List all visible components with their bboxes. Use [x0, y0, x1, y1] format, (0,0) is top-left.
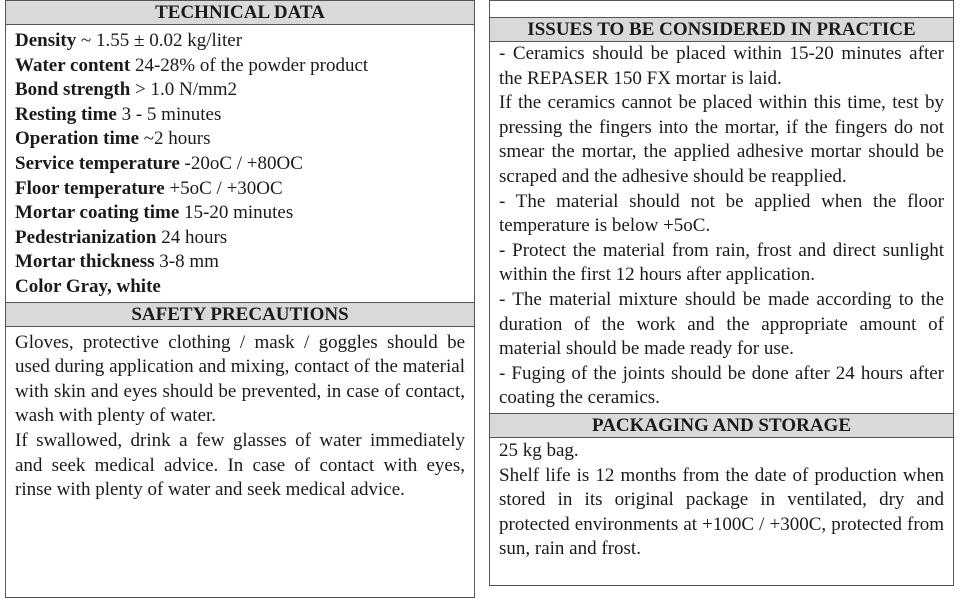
row-label: Density — [15, 30, 77, 51]
packaging-paragraph: Shelf life is 12 months from the date of production when stored in its original package in ventilated, dry and protected environments at +100C / +300C, protected from sun, rain and frost. — [499, 464, 944, 560]
row-value: 15-20 minutes — [179, 202, 294, 224]
issues-paragraph: - The material mixture should be made according to the duration of the work and the appropriate amount of material should be made ready for use. — [499, 288, 944, 360]
packaging-text — [490, 438, 953, 564]
technical-row — [15, 177, 465, 202]
technical-row — [15, 78, 465, 103]
row-value: 24 hours — [156, 226, 228, 248]
safety-precautions-text — [6, 327, 474, 505]
issues-paragraph: - Ceramics should be placed within 15-20 minutes after the REPASER 150 FX mortar is laid. — [499, 43, 944, 89]
row-label: Floor temperature — [15, 177, 165, 199]
safety-paragraph: If swallowed, drink a few glasses of water immediately and seek medical advice. In case of contact with eyes, rinse with plenty of water and seek medical advice. — [15, 429, 465, 501]
issues-paragraph: - Protect the material from rain, frost and direct sunlight within the first 12 hours after application. — [499, 239, 944, 286]
row-value: ~2 hours — [139, 128, 211, 150]
issues-text — [490, 42, 953, 413]
technical-row — [15, 103, 465, 128]
issues-paragraph: - The material should not be applied when the floor temperature is below +5oC. — [499, 190, 944, 237]
technical-row — [15, 29, 465, 54]
issues-paragraph: If the ceramics cannot be placed within this time, test by pressing the fingers into the mortar, if the fingers do not smear the mortar, the applied adhesive mortar should be scraped and the adhesive should be reapplied. — [499, 92, 944, 187]
technical-row — [15, 54, 465, 79]
row-label: Mortar coating time — [15, 202, 180, 224]
technical-data-list — [6, 25, 474, 302]
row-label: Mortar thickness — [15, 251, 155, 273]
technical-row — [15, 250, 465, 275]
row-label: Bond strength — [15, 79, 131, 101]
row-label: Operation time — [15, 128, 140, 150]
row-value: +5oC / +30OC — [164, 177, 283, 199]
right-column — [489, 0, 954, 586]
row-label: Water content — [15, 54, 131, 76]
row-value: 24-28% of the powder product — [130, 54, 369, 76]
row-value: ~ 1.55 ± 0.02 kg/liter — [76, 30, 243, 51]
row-value: -20oC / +80OC — [179, 152, 303, 174]
technical-row — [15, 226, 465, 251]
safety-paragraph: Gloves, protective clothing / mask / goggles should be used during application and mixing, contact of the material with skin and eyes should be prevented, in case of contact, wash with plenty of water. — [15, 331, 465, 427]
left-column — [5, 0, 475, 598]
technical-row — [15, 152, 465, 177]
issues-paragraph: - Fuging of the joints should be done after 24 hours after coating the ceramics. — [499, 362, 944, 409]
technical-row — [15, 275, 465, 300]
technical-row — [15, 127, 465, 152]
packaging-paragraph: 25 kg bag. — [499, 439, 579, 461]
technical-data-header: TECHNICAL DATA — [6, 1, 474, 25]
technical-row — [15, 201, 465, 226]
row-label: Pedestrianization — [15, 226, 157, 248]
row-value: 3 - 5 minutes — [116, 103, 222, 125]
safety-precautions-header: SAFETY PRECAUTIONS — [6, 302, 474, 327]
issues-header: ISSUES TO BE CONSIDERED IN PRACTICE — [490, 17, 953, 42]
row-label: Resting time — [15, 103, 117, 125]
row-value: > 1.0 N/mm2 — [130, 79, 238, 101]
row-value: 3-8 mm — [154, 251, 219, 273]
row-label: Color Gray, white — [15, 275, 161, 297]
packaging-header: PACKAGING AND STORAGE — [490, 413, 953, 438]
row-label: Service temperature — [15, 152, 180, 174]
